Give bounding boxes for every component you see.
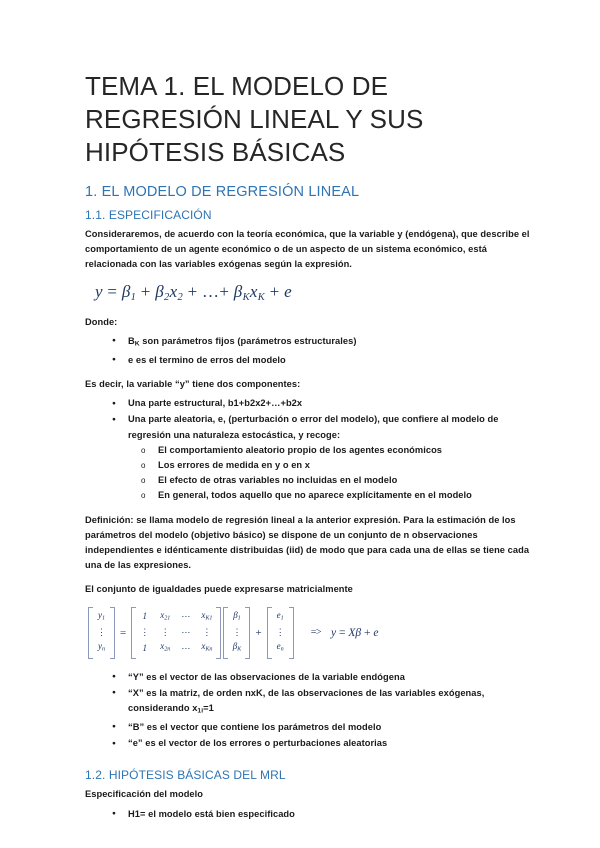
y-vector-matrix [88,607,115,659]
list-item [85,412,530,503]
matrix-cell: ⋮ [202,627,212,638]
matrix-cell: ⋮ [160,627,170,638]
list-item: ● “Y” es el vector de las observaciones de la variable endógena [85,670,530,685]
matrix-cell: $y_n$ [97,641,106,653]
matrix-cell: 1 [142,642,147,653]
intro-paragraph: Consideraremos, de acuerdo con la teoría económica, que la variable y (endógena), que describe el comportamiento de un agente económico o de un aspecto de un sistema económico, está relacionada con las variables exógenas según la expresión. [85,229,530,270]
componentes-sublist [128,443,530,504]
donde-list [85,334,530,368]
matrix-cell: ⋯ [181,611,191,622]
equation-term-1: $\beta_1$ [121,281,137,303]
matrix-cell: $x_{Kn}$ [201,641,213,653]
equation-term-k: $\beta_Kx_K$ [233,281,266,303]
heading-section-1-2: 1.2. HIPÓTESIS BÁSICAS DEL MRL [85,768,286,783]
list-item: ● Una parte estructural, b1+b2x2+…+b2x [85,396,530,411]
y-vector-cells [92,607,111,659]
matrix-cell: ⋮ [97,627,106,638]
e-vector-matrix [267,607,294,659]
matrix-cell: $x_{21}$ [160,609,171,622]
equation-equals: = [107,281,118,301]
sub-list-item: o Los errores de medida en y o en x [128,458,530,473]
beta-vector-matrix [223,607,250,659]
matrix-cell: ⋯ [181,642,191,653]
equation-plus-3: + [269,281,280,301]
equation-term-e: e [284,281,292,301]
equation-plus-1: + [140,281,151,301]
beta-vector-cells [227,607,246,659]
list-item: ● “e” es el vector de los errores o perturbaciones aleatorias [85,736,530,751]
list-item-text: “X” es la matriz, de orden nxK, de las observaciones de las variables exógenas, considerando $x_{1i}=1$ [128,687,485,715]
matrix-cell: $e_n$ [276,641,284,653]
list-item-text: $B_K$ son parámetros fijos (parámetros estructurales) [128,335,357,348]
matrix-cell: $x_{K1}$ [201,609,213,622]
equation-plus-2: + …+ [187,281,230,301]
result-equals: = [338,626,346,639]
matrix-equation [87,606,530,660]
equation-term-2: $\beta_2x_2$ [155,281,184,303]
matrix-cell: ⋮ [140,627,150,638]
matrix-cell: 1 [142,611,147,622]
matrix-equals: = [120,626,127,639]
document-content [85,70,530,831]
matrix-cell: ⋮ [275,627,285,638]
matrix-legend-list [85,670,530,752]
sub-list-item: o En general, todos aquello que no aparece explícitamente en el modelo [128,488,530,503]
main-equation [95,282,530,303]
result-plus: + [363,626,371,639]
matrix-cell: $\beta_1$ [233,609,241,622]
componentes-list [85,396,530,503]
heading-section-1: 1. EL MODELO DE REGRESIÓN LINEAL [85,184,360,200]
list-item-text: Una parte aleatoria, e, (perturbación o error del modelo), que confiere al modelo de regresión una naturaleza estocástica, y recoge: [128,414,499,440]
matrix-arrow: => [310,627,321,639]
list-item: ● H1= el modelo está bien especificado [85,807,530,822]
page-title: TEMA 1. EL MODELO DE REGRESIÓN LINEAL Y SUS HIPÓTESIS BÁSICAS [85,71,424,167]
definicion-paragraph: Definición: se llama modelo de regresión lineal a la anterior expresión. Para la estimación de los parámetros del modelo (objetivo básico) se dispone de un conjunto de n observaciones independientes e idénticamente distribuidas (iid) de modo que para cada una de ellas se tiene cada una de las expresiones. [85,514,530,571]
matrix-cell: $x_{2n}$ [160,641,171,653]
list-item [85,686,530,719]
matricial-paragraph: El conjunto de igualdades puede expresarse matricialmente [85,584,353,595]
sub-list-item: o El efecto de otras variables no incluidas en el modelo [128,473,530,488]
matrix-cell: $y_1$ [97,609,106,622]
list-item: ● “B” es el vector que contiene los parámetros del modelo [85,720,530,735]
matrix-cell: ⋯ [181,627,191,638]
x-matrix-cells [135,607,217,659]
equation-lhs: y [95,281,103,301]
hipotesis-list [85,807,530,822]
heading-section-1-1: 1.1. ESPECIFICACIÓN [85,208,212,222]
matrix-cell: $\beta_K$ [232,641,242,653]
matrix-result: y = Xβ + e [330,626,379,639]
sub-list-item: o El comportamiento aleatorio propio de los agentes económicos [128,443,530,458]
matrix-cell: ⋮ [232,627,242,638]
list-item: ● e es el termino de erros del modelo [85,353,530,368]
list-item [85,334,530,352]
e-vector-cells [271,607,290,659]
x-matrix [131,607,221,659]
matrix-cell: $e_1$ [276,609,284,622]
es-decir-paragraph: Es decir, la variable “y” tiene dos componentes: [85,379,301,390]
matrix-plus: + [255,626,262,639]
especificacion-label: Especificación del modelo [85,789,204,800]
donde-label: Donde: [85,316,118,327]
